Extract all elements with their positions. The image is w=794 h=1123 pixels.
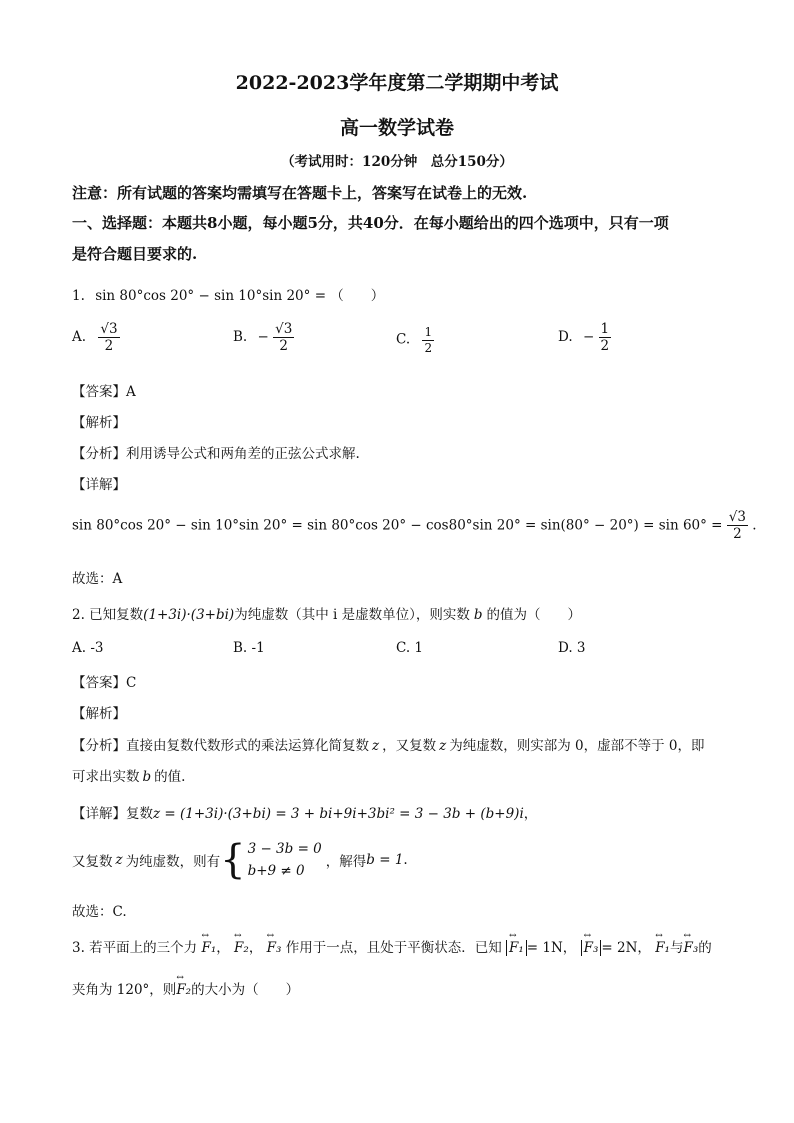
period: .	[403, 852, 408, 868]
variable-b: b	[473, 607, 483, 623]
exam-title: 2022-2023学年度第二学期期中考试	[235, 72, 559, 94]
fraction-denominator: 2	[279, 338, 289, 355]
fraction	[599, 322, 612, 353]
option-label: C.	[396, 331, 411, 348]
q1-option-c	[396, 326, 434, 354]
q1-analysis: 【分析】利用诱导公式和两角差的正弦公式求解.	[72, 446, 360, 462]
fraction-numerator: 1	[424, 325, 433, 339]
text: ，又复数	[382, 738, 437, 754]
q2-option-d: D. 3	[558, 640, 586, 656]
q2-stem-text: 为纯虚数（其中 i 是虚数单位），则实数	[234, 607, 470, 623]
q1-option-b	[233, 322, 294, 353]
variable-z: z	[439, 738, 447, 754]
left-brace: {	[220, 837, 246, 883]
q1-detail-heading: 【详解】	[72, 477, 126, 493]
section-heading-line2: 是符合题目要求的.	[72, 245, 198, 263]
q2-analysis-line1	[72, 734, 705, 754]
q3-stem-line1: 3. 若平面上的三个力 ↔ F₁， ↔ F₂， ↔ F₃ 作用于一点，且处于平衡状态．已知 ↔ F₁ = 1N， ↔ F₃ = 2N， ↔ F₁与↔ F₃的	[72, 936, 712, 956]
fraction	[727, 510, 748, 541]
exam-info: （考试用时：120分钟 总分150分）	[281, 154, 513, 170]
q2-analysis-heading: 【解析】	[72, 706, 126, 722]
option-label: D.	[558, 329, 573, 346]
vector-f3: ↔ F₃	[584, 940, 599, 956]
text: ，解得	[325, 854, 367, 870]
q2-stem-text: 2. 已知复数	[72, 607, 144, 623]
comma: ，	[523, 806, 538, 822]
period: .	[752, 517, 757, 534]
text: 与	[669, 940, 684, 956]
vector-f3: ↔ F₃	[683, 940, 698, 956]
q2-option-c: C. 1	[396, 640, 424, 656]
variable-z: z	[372, 738, 380, 754]
text: 可求出实数	[72, 769, 140, 785]
q1-option-d	[558, 322, 611, 353]
q3-stem-line2	[72, 978, 299, 998]
vector-f1: ↔ F₁	[655, 940, 670, 956]
section-heading-line1: 一、选择题：本题共8小题，每小题5分，共40分．在每小题给出的四个选项中，只有一项	[72, 214, 669, 232]
q2-detail-equation: z = (1+3i)·(3+bi) = 3 + bi+9i+3bi² = 3 − 3b + (b+9)i	[153, 806, 524, 822]
q2-analysis-line2	[72, 765, 185, 785]
text: 作用于一点，且处于平衡状态．已知	[285, 940, 502, 956]
text: 的大小为（ ）	[191, 982, 300, 998]
result: b = 1	[366, 852, 404, 868]
fraction	[273, 322, 294, 353]
q2-stem-text: 的值为（ ）	[486, 607, 582, 623]
q2-stem	[72, 603, 581, 623]
text: 夹角为 120°，则	[72, 982, 177, 998]
vector-f3: ↔ F₃	[267, 940, 282, 956]
text: 3. 若平面上的三个力	[72, 940, 198, 956]
text: 为纯虚数，则有	[125, 854, 221, 870]
vector-f1: ↔ F₁	[201, 940, 216, 956]
magnitude-value: = 1N	[526, 940, 563, 956]
q1-detail-equation: sin 80°cos 20° − sin 10°sin 20° = sin 80°cos 20° − cos80°sin 20° = sin(80° − 20°) = sin 60° =	[72, 517, 723, 534]
magnitude-f3	[581, 940, 602, 956]
text: 的	[698, 940, 712, 956]
vector-f1: ↔ F₁	[509, 940, 524, 956]
equation-system	[248, 838, 322, 882]
q2-conclusion: 故选：C.	[72, 904, 127, 920]
variable-z: z	[115, 852, 123, 868]
q2-answer: 【答案】C	[72, 675, 137, 691]
variable-b: b	[142, 769, 152, 785]
q1-stem	[72, 284, 384, 304]
fraction-numerator: √3	[100, 321, 118, 337]
q1-number: 1.	[72, 288, 85, 304]
text: 为纯虚数，则实部为 0，虚部不等于 0，即	[449, 738, 705, 754]
fraction-denominator: 2	[104, 338, 114, 355]
q2-option-a: A. -3	[72, 640, 104, 656]
fraction-numerator: √3	[728, 509, 746, 525]
q1-analysis-heading: 【解析】	[72, 415, 126, 431]
q2-stem-math: (1+3i)·(3+bi)	[143, 607, 235, 623]
fraction-denominator: 2	[424, 340, 433, 355]
q2-system	[72, 838, 408, 882]
fraction	[422, 326, 434, 354]
vector-f2: ↔ F₂	[234, 940, 249, 956]
text: 又复数	[72, 854, 113, 870]
notice: 注意：所有试题的答案均需填写在答题卡上，答案写在试卷上的无效.	[72, 184, 528, 202]
fraction-denominator: 2	[600, 338, 610, 355]
q1-expression: sin 80°cos 20° − sin 10°sin 20° = （ ）	[95, 288, 385, 304]
magnitude-value: = 2N	[601, 940, 638, 956]
equation-2: b+9 ≠ 0	[247, 863, 305, 879]
fraction	[98, 322, 119, 353]
q2-option-b: B. -1	[233, 640, 265, 656]
q2-detail	[72, 802, 537, 822]
q1-conclusion: 故选：A	[72, 571, 123, 587]
vector-f2: ↔ F₂	[176, 982, 191, 998]
fraction-numerator: 1	[600, 321, 610, 337]
option-label: A.	[72, 329, 87, 346]
option-label: B.	[233, 329, 248, 346]
q1-answer: 【答案】A	[72, 384, 136, 400]
minus-sign: −	[582, 329, 595, 346]
text: 【分析】直接由复数代数形式的乘法运算化简复数	[72, 738, 369, 754]
text: 【详解】复数	[72, 806, 153, 822]
exam-subtitle: 高一数学试卷	[339, 117, 454, 139]
minus-sign: −	[257, 329, 269, 346]
magnitude-f1	[506, 940, 527, 956]
q1-detail	[72, 510, 757, 541]
fraction-denominator: 2	[733, 526, 742, 543]
equation-1: 3 − 3b = 0	[247, 841, 322, 857]
text: 的值.	[154, 769, 186, 785]
fraction-numerator: √3	[275, 321, 293, 337]
q1-option-a	[72, 322, 120, 353]
